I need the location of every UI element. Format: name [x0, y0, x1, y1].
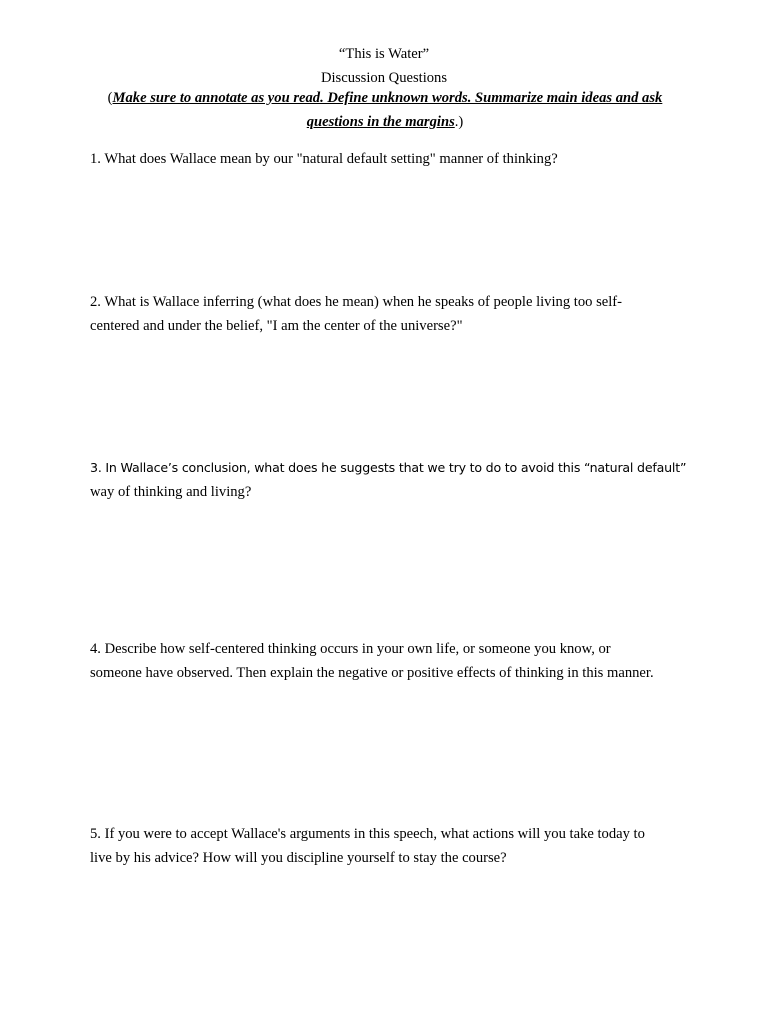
- question-2-line-2: centered and under the belief, "I am the center of the universe?": [90, 318, 463, 334]
- question-4: [90, 637, 682, 685]
- question-3-line-2: way of thinking and living?: [90, 484, 252, 500]
- question-1-line-1: 1. What does Wallace mean by our "natural default setting" manner of thinking?: [90, 151, 558, 167]
- question-5: [90, 822, 682, 870]
- instructions-emphasis-line-2: questions in the margins: [306, 114, 455, 130]
- question-4-line-1: 4. Describe how self-centered thinking occurs in your own life, or someone you know, or: [90, 641, 611, 657]
- question-3-line-1: 3. In Wallace’s conclusion, what does he suggests that we try to do to avoid this “natural default”: [90, 460, 687, 475]
- question-5-line-2: live by his advice? How will you discipline yourself to stay the course?: [90, 850, 507, 866]
- page-subtitle: Discussion Questions: [320, 70, 448, 86]
- question-2: [90, 290, 682, 338]
- question-2-line-1: 2. What is Wallace inferring (what does he mean) when he speaks of people living too self-: [90, 294, 623, 310]
- question-3: [90, 456, 687, 504]
- question-5-line-1: 5. If you were to accept Wallace's arguments in this speech, what actions will you take today to: [90, 826, 645, 842]
- instructions-open-paren: (: [107, 90, 113, 106]
- instructions-emphasis-line-1: Make sure to annotate as you read. Define unknown words. Summarize main ideas and ask: [112, 90, 663, 106]
- page-title: “This is Water”: [338, 46, 430, 62]
- instructions: [90, 86, 680, 134]
- question-1: [90, 147, 682, 171]
- question-4-line-2: someone have observed. Then explain the negative or positive effects of thinking in this manner.: [90, 665, 654, 681]
- worksheet-header: [0, 42, 768, 90]
- instructions-close-paren: .): [454, 114, 464, 130]
